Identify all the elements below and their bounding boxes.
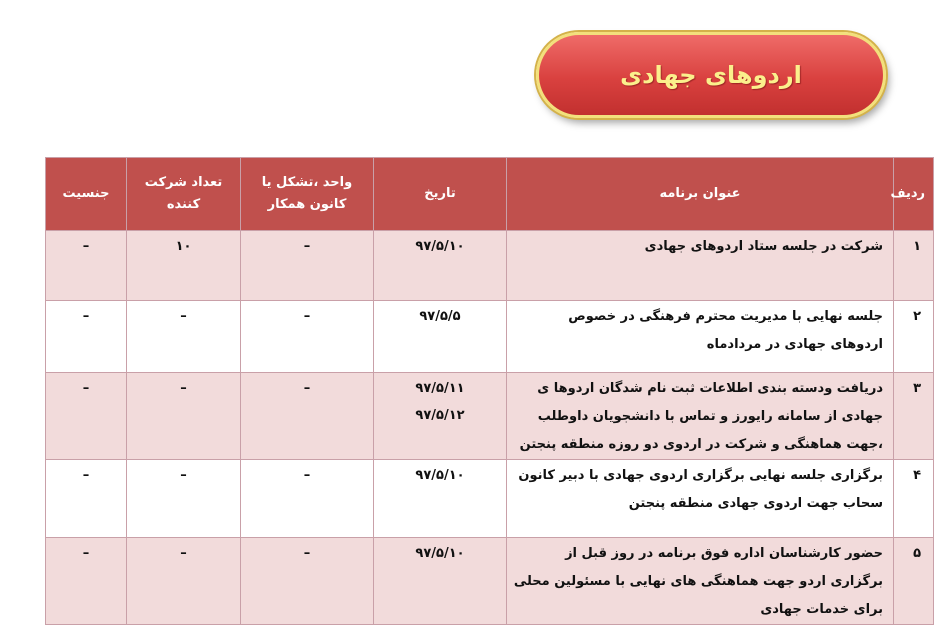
header-unit: واحد ،تشکل یا کانون همکار (241, 158, 374, 231)
page-title: اردوهای جهادی (620, 61, 802, 89)
date-value: ۹۷/۵/۱۱ (415, 381, 465, 396)
program-table (45, 157, 934, 625)
program-date (374, 231, 507, 301)
gender-cell: – (46, 301, 127, 373)
program-title: برگزاری جلسه نهایی برگزاری اردوی جهادی با دبیر کانون سحاب جهت اردوی جهادی منطقه پنجتن (507, 460, 894, 538)
header-gender: جنسیت (46, 158, 127, 231)
header-date: تاریخ (374, 158, 507, 231)
gender-cell: – (46, 460, 127, 538)
header-program-title: عنوان برنامه (507, 158, 894, 231)
date-value: ۹۷/۵/۱۰ (415, 468, 465, 483)
date-value: ۹۷/۵/۱۰ (415, 546, 465, 561)
program-title: دریافت ودسته بندی اطلاعات ثبت نام شدگان اردوها ی جهادی از سامانه رایورز و تماس با دانشجویان داوطلب ،جهت هماهنگی و شرکت در اردوی دو روزه منطقه پنجتن (507, 373, 894, 460)
gender-cell: – (46, 231, 127, 301)
unit-cell: – (241, 301, 374, 373)
table-row (46, 231, 934, 301)
row-number: ۱ (894, 231, 934, 301)
program-date (374, 373, 507, 460)
unit-cell: – (241, 538, 374, 625)
unit-cell: – (241, 231, 374, 301)
table-row (46, 301, 934, 373)
table-row (46, 460, 934, 538)
program-date (374, 301, 507, 373)
program-title: جلسه نهایی با مدیریت محترم فرهنگی در خصوص اردوهای جهادی در مردادماه (507, 301, 894, 373)
table-header-row (46, 158, 934, 231)
program-title: شرکت در جلسه ستاد اردوهای جهادی (507, 231, 894, 301)
page-title-banner (536, 32, 886, 118)
row-number: ۴ (894, 460, 934, 538)
participants-cell: – (127, 460, 241, 538)
participants-cell: – (127, 538, 241, 625)
header-participants: تعداد شرکت کننده (127, 158, 241, 231)
gender-cell: – (46, 538, 127, 625)
program-title: حضور کارشناسان اداره فوق برنامه در روز قبل از برگزاری اردو جهت هماهنگی های نهایی با مسئولین محلی برای خدمات جهادی (507, 538, 894, 625)
header-row-number: ردیف (894, 158, 934, 231)
participants-cell: ۱۰ (127, 231, 241, 301)
row-number: ۲ (894, 301, 934, 373)
unit-cell: – (241, 460, 374, 538)
participants-cell: – (127, 301, 241, 373)
table-row (46, 373, 934, 460)
row-number: ۳ (894, 373, 934, 460)
table-row (46, 538, 934, 625)
program-date (374, 460, 507, 538)
program-date (374, 538, 507, 625)
gender-cell: – (46, 373, 127, 460)
date-value: ۹۷/۵/۵ (419, 309, 461, 324)
unit-cell: – (241, 373, 374, 460)
row-number: ۵ (894, 538, 934, 625)
date-value: ۹۷/۵/۱۲ (415, 408, 465, 423)
date-value: ۹۷/۵/۱۰ (415, 239, 465, 254)
participants-cell: – (127, 373, 241, 460)
